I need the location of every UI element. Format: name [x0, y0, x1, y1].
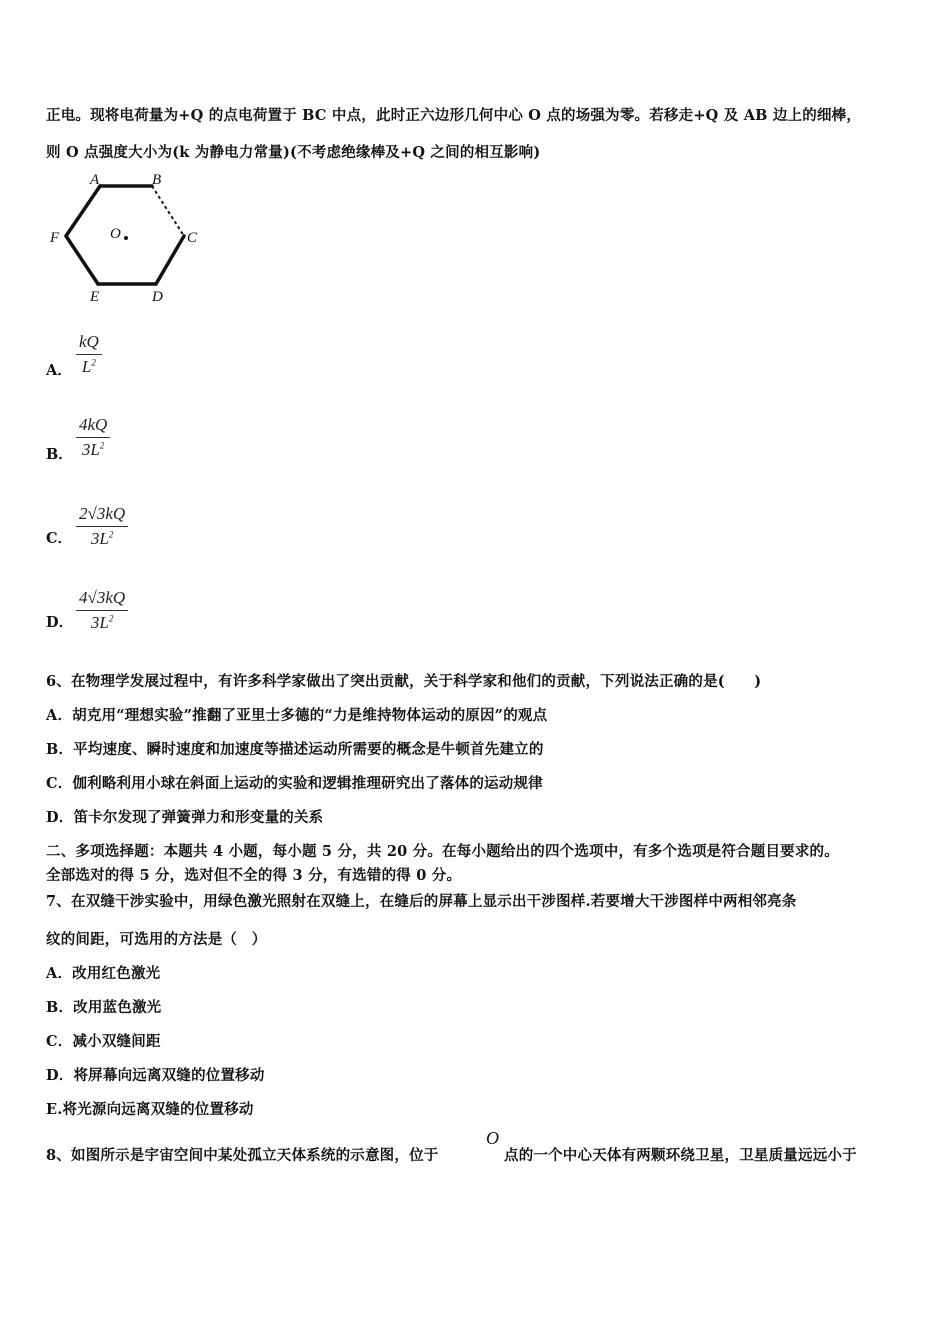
hex-edge-ef — [66, 236, 98, 284]
q5-option-b-numerator: 4kQ — [79, 415, 108, 434]
q5-option-d-fraction — [76, 588, 128, 633]
q5-option-b-fraction — [76, 415, 110, 460]
q6-option-b: B．平均速度、瞬时速度和加速度等描述运动所需要的概念是牛顿首先建立的 — [46, 741, 544, 758]
q5-option-d-exponent: 2 — [108, 613, 114, 624]
hex-edge-bc-dashed — [152, 186, 184, 236]
section2-heading-line1: 二、多项选择题：本题共 4 小题，每小题 5 分，共 20 分。在每小题给出的四个选项中，有多个选项是符合题目要求的。 — [46, 843, 839, 860]
q5-option-a-numerator: kQ — [79, 332, 99, 351]
q7-option-e: E.将光源向远离双缝的位置移动 — [46, 1101, 254, 1118]
hex-edge-cd — [156, 236, 184, 284]
q5-option-b-exponent: 2 — [99, 440, 105, 451]
q7-stem-line2: 纹的间距，可选用的方法是（ ） — [46, 931, 267, 948]
vertex-label-b: B — [152, 172, 162, 188]
q7-stem-line1: 7、在双缝干涉实验中，用绿色激光照射在双缝上，在缝后的屏幕上显示出干涉图样.若要增大干涉图样中两相邻亮条 — [46, 893, 797, 910]
vertex-label-c: C — [187, 230, 198, 246]
q5-option-c-label: C． — [46, 530, 73, 547]
hex-edge-fa — [66, 186, 100, 236]
vertex-label-a: A — [90, 172, 100, 188]
hexagon-figure — [40, 170, 220, 305]
q6-option-d: D．笛卡尔发现了弹簧弹力和形变量的关系 — [46, 809, 324, 826]
q8-stem-part1: 8、如图所示是宇宙空间中某处孤立天体系统的示意图，位于 — [46, 1147, 439, 1164]
q5-option-d-denominator: 3L — [90, 613, 109, 632]
q5-option-a-label: A． — [46, 362, 72, 379]
q7-option-c: C．减小双缝间距 — [46, 1033, 161, 1050]
q6-option-a: A．胡克用“理想实验”推翻了亚里士多德的“力是维持物体运动的原因”的观点 — [46, 707, 548, 724]
q6-option-c: C．伽利略利用小球在斜面上运动的实验和逻辑推理研究出了落体的运动规律 — [46, 775, 543, 792]
q7-option-b: B．改用蓝色激光 — [46, 999, 162, 1016]
q5-option-d-label: D． — [46, 614, 74, 631]
q5-option-d-numerator: 4√3kQ — [79, 588, 126, 607]
q5-option-c-exponent: 2 — [108, 529, 114, 540]
center-label-o: O — [110, 226, 121, 242]
q5-option-c-numerator: 2√3kQ — [79, 504, 126, 523]
vertex-label-f: F — [50, 230, 60, 246]
q5-option-a-fraction — [76, 332, 102, 377]
q5-option-a-exponent: 2 — [91, 357, 96, 368]
vertex-label-e: E — [90, 289, 100, 305]
q7-option-d: D．将屏幕向远离双缝的位置移动 — [46, 1067, 265, 1084]
section2-heading-line2: 全部选对的得 5 分，选对但不全的得 3 分，有选错的得 0 分。 — [46, 867, 462, 884]
q5-option-b-label: B． — [46, 446, 73, 463]
q5-stem-line2: 则 O 点强度大小为(k 为静电力常量)(不考虑绝缘棒及+Q 之间的相互影响) — [46, 144, 541, 161]
center-point-o — [124, 236, 128, 240]
q5-stem-line1: 正电。现将电荷量为+Q 的点电荷置于 BC 中点，此时正六边形几何中心 O 点的场强为零。若移走+Q 及 AB 边上的细棒， — [46, 107, 862, 124]
q5-option-c-denominator: 3L — [90, 529, 109, 548]
q5-option-c-fraction — [76, 504, 128, 549]
q5-option-b-denominator: 3L — [81, 440, 100, 459]
q8-stem-part2: 点的一个中心天体有两颗环绕卫星，卫星质量远远小于 — [504, 1147, 857, 1164]
q5-option-a-denominator: L — [81, 357, 92, 376]
q6-stem: 6、在物理学发展过程中，有许多科学家做出了突出贡献，关于科学家和他们的贡献，下列说法正确的是( ) — [46, 673, 762, 690]
q7-option-a: A．改用红色激光 — [46, 965, 161, 982]
q8-point-o: O — [486, 1128, 499, 1148]
vertex-label-d: D — [152, 289, 163, 305]
